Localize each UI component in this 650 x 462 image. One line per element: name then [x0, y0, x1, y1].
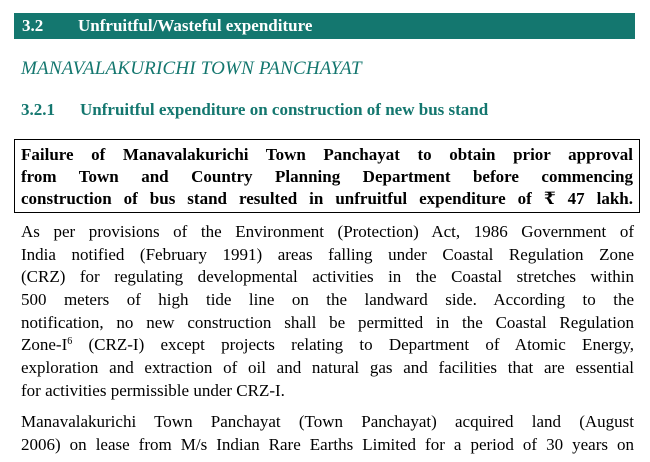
summary-line: Failure of Manavalakurichi Town Panchayat to obtain prior approval: [21, 145, 633, 164]
section-heading-bar: [14, 13, 635, 39]
paragraph-line: 500 meters of high tide line on the landward side. According to the: [21, 290, 634, 310]
body-paragraph-crz: [21, 221, 634, 403]
zone-label: Zone-I: [21, 335, 68, 355]
section-number: 3.2: [22, 16, 44, 35]
paragraph-line: (CRZ) for regulating developmental activities in the Coastal stretches within: [21, 267, 634, 287]
subsection-number: 3.2.1: [21, 100, 55, 119]
paragraph-line: for activities permissible under CRZ-I.: [21, 380, 285, 400]
paragraph-line: notification, no new construction shall be permitted in the Coastal Regulation: [21, 312, 634, 332]
subsection-heading: [21, 100, 488, 120]
paragraph-line: Manavalakurichi Town Panchayat (Town Panchayat) acquired land (August: [21, 412, 634, 431]
paragraph-line: As per provisions of the Environment (Protection) Act, 1986 Government of: [21, 222, 634, 241]
paragraph-line-with-footnote: [21, 334, 634, 357]
zone-text: (CRZ-I) except projects relating to Department of Atomic Energy,: [72, 335, 634, 355]
section-title: Unfruitful/Wasteful expenditure: [78, 16, 313, 35]
summary-line: from Town and Country Planning Department before commencing: [21, 167, 633, 186]
paragraph-line: India notified (February 1991) areas falling under Coastal Regulation Zone: [21, 244, 634, 264]
summary-line: construction of bus stand resulted in unfruitful expenditure of ₹ 47 lakh.: [21, 189, 633, 208]
paragraph-line: exploration and extraction of oil and natural gas and facilities that are essential: [21, 358, 634, 378]
footnote-marker[interactable]: 6: [67, 336, 73, 348]
subsection-title: Unfruitful expenditure on construction of new bus stand: [80, 100, 489, 119]
body-paragraph-land-lease: [21, 411, 634, 456]
audit-summary-box: [14, 139, 640, 213]
town-panchayat-heading: MANAVALAKURICHI TOWN PANCHAYAT: [21, 58, 362, 79]
paragraph-line: 2006) on lease from M/s Indian Rare Earths Limited for a period of 30 years on: [21, 434, 634, 454]
